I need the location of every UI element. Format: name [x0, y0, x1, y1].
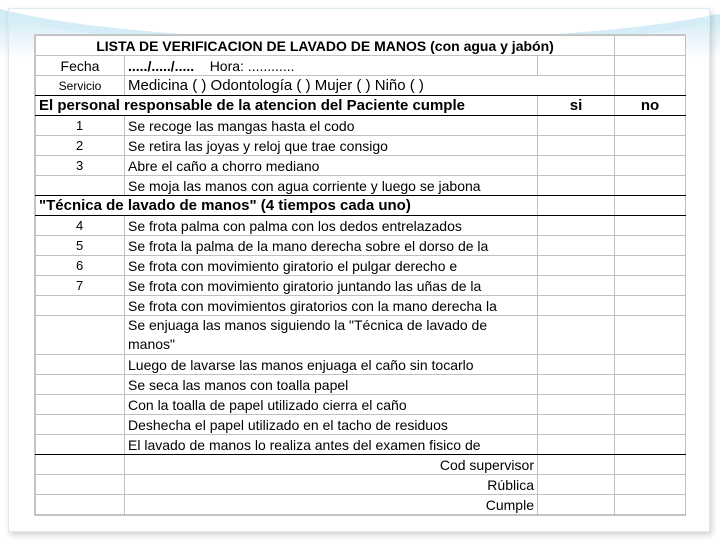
- checklist-row: [36, 435, 686, 455]
- rublica-label: Rública: [125, 475, 538, 495]
- item-text: Se moja las manos con agua corriente y luego se jabona: [125, 176, 538, 196]
- checklist-row: [36, 136, 686, 156]
- cumple-label: Cumple: [125, 495, 538, 515]
- cod-supervisor-field[interactable]: [538, 455, 615, 475]
- checklist-row: [36, 276, 686, 296]
- si-checkbox-cell[interactable]: [538, 256, 615, 276]
- si-checkbox-cell[interactable]: [538, 435, 615, 455]
- si-checkbox-cell[interactable]: [538, 156, 615, 176]
- no-checkbox-cell[interactable]: [615, 276, 686, 296]
- no-checkbox-cell[interactable]: [615, 316, 686, 355]
- footer-row: [36, 455, 686, 475]
- si-checkbox-cell[interactable]: [538, 296, 615, 316]
- no-checkbox-cell[interactable]: [615, 116, 686, 136]
- fecha-value: ...../...../.....: [128, 57, 195, 74]
- col-si-header: si: [538, 96, 615, 116]
- section-tecnica-row: [36, 196, 686, 216]
- item-number: 5: [36, 236, 125, 256]
- checklist-row: [36, 216, 686, 236]
- footer-row: [36, 475, 686, 495]
- item-number: 6: [36, 256, 125, 276]
- checklist-row: [36, 415, 686, 435]
- checklist-table: [35, 35, 686, 515]
- checklist-row: [36, 395, 686, 415]
- checklist-row: [36, 375, 686, 395]
- item-number: 2: [36, 136, 125, 156]
- cumple-no-field[interactable]: [615, 495, 686, 515]
- section-tecnica-title: "Técnica de lavado de manos" (4 tiempos cada uno): [36, 196, 538, 216]
- no-checkbox-cell[interactable]: [615, 296, 686, 316]
- form-title: LISTA DE VERIFICACION DE LAVADO DE MANOS (con agua y jabón): [36, 36, 615, 56]
- statement-row: [36, 96, 686, 116]
- item-number: [36, 296, 125, 316]
- item-text: Con la toalla de papel utilizado cierra el caño: [125, 395, 538, 415]
- checklist-row: [36, 176, 686, 196]
- no-checkbox-cell[interactable]: [615, 435, 686, 455]
- no-checkbox-cell[interactable]: [615, 415, 686, 435]
- item-number: 3: [36, 156, 125, 176]
- item-text: Se seca las manos con toalla papel: [125, 375, 538, 395]
- footer-row: [36, 495, 686, 515]
- no-checkbox-cell[interactable]: [615, 355, 686, 375]
- hora-label: Hora: ............: [209, 57, 295, 74]
- si-checkbox-cell[interactable]: [538, 216, 615, 236]
- si-checkbox-cell[interactable]: [538, 276, 615, 296]
- checklist-row: [36, 256, 686, 276]
- item-text: Se frota con movimientos giratorios con la mano derecha la: [125, 296, 538, 316]
- si-checkbox-cell[interactable]: [538, 316, 615, 355]
- no-checkbox-cell[interactable]: [615, 236, 686, 256]
- si-checkbox-cell[interactable]: [538, 355, 615, 375]
- no-checkbox-cell[interactable]: [615, 156, 686, 176]
- item-text: Deshecha el papel utilizado en el tacho de residuos: [125, 415, 538, 435]
- item-text: Se frota la palma de la mano derecha sobre el dorso de la: [125, 236, 538, 256]
- header-statement: El personal responsable de la atencion del Paciente cumple: [36, 96, 538, 116]
- no-checkbox-cell[interactable]: [615, 176, 686, 196]
- no-checkbox-cell[interactable]: [615, 136, 686, 156]
- checklist-row: [36, 296, 686, 316]
- item-text: Se frota con movimiento giratorio el pulgar derecho e: [125, 256, 538, 276]
- checklist-sheet: [34, 34, 686, 516]
- item-text: Se retira las joyas y reloj que trae consigo: [125, 136, 538, 156]
- checklist-row: [36, 316, 686, 355]
- item-number: 7: [36, 276, 125, 296]
- checklist-row: [36, 236, 686, 256]
- servicio-row: [36, 76, 686, 96]
- item-text: Se frota palma con palma con los dedos entrelazados: [125, 216, 538, 236]
- item-text: Luego de lavarse las manos enjuaga el caño sin tocarlo: [125, 355, 538, 375]
- title-row: [36, 36, 686, 56]
- checklist-row: [36, 355, 686, 375]
- cumple-si-field[interactable]: [538, 495, 615, 515]
- fecha-hora-cell: [125, 56, 538, 76]
- item-text: Se recoge las mangas hasta el codo: [125, 116, 538, 136]
- no-checkbox-cell[interactable]: [615, 375, 686, 395]
- item-number: 1: [36, 116, 125, 136]
- fecha-row: [36, 56, 686, 76]
- si-checkbox-cell[interactable]: [538, 116, 615, 136]
- si-checkbox-cell[interactable]: [538, 415, 615, 435]
- si-checkbox-cell[interactable]: [538, 375, 615, 395]
- item-text: Abre el caño a chorro mediano: [125, 156, 538, 176]
- rublica-field[interactable]: [538, 475, 615, 495]
- item-text: El lavado de manos lo realiza antes del examen fisico de: [125, 435, 538, 455]
- servicio-label: Servicio: [36, 76, 125, 96]
- item-text: Se frota con movimiento giratorio juntando las uñas de la: [125, 276, 538, 296]
- checklist-row: [36, 116, 686, 136]
- si-checkbox-cell[interactable]: [538, 395, 615, 415]
- item-text: Se enjuaga las manos siguiendo la "Técnica de lavado de manos": [125, 316, 538, 355]
- no-checkbox-cell[interactable]: [615, 395, 686, 415]
- item-number: 4: [36, 216, 125, 236]
- col-no-header: no: [615, 96, 686, 116]
- si-checkbox-cell[interactable]: [538, 136, 615, 156]
- item-number: [36, 176, 125, 196]
- no-checkbox-cell[interactable]: [615, 256, 686, 276]
- no-checkbox-cell[interactable]: [615, 216, 686, 236]
- checklist-row: [36, 156, 686, 176]
- servicio-options: Medicina ( ) Odontología ( ) Mujer ( ) Niño ( ): [125, 76, 615, 96]
- si-checkbox-cell[interactable]: [538, 176, 615, 196]
- cod-supervisor-label: Cod supervisor: [125, 455, 538, 475]
- fecha-label: Fecha: [36, 56, 125, 76]
- si-checkbox-cell[interactable]: [538, 236, 615, 256]
